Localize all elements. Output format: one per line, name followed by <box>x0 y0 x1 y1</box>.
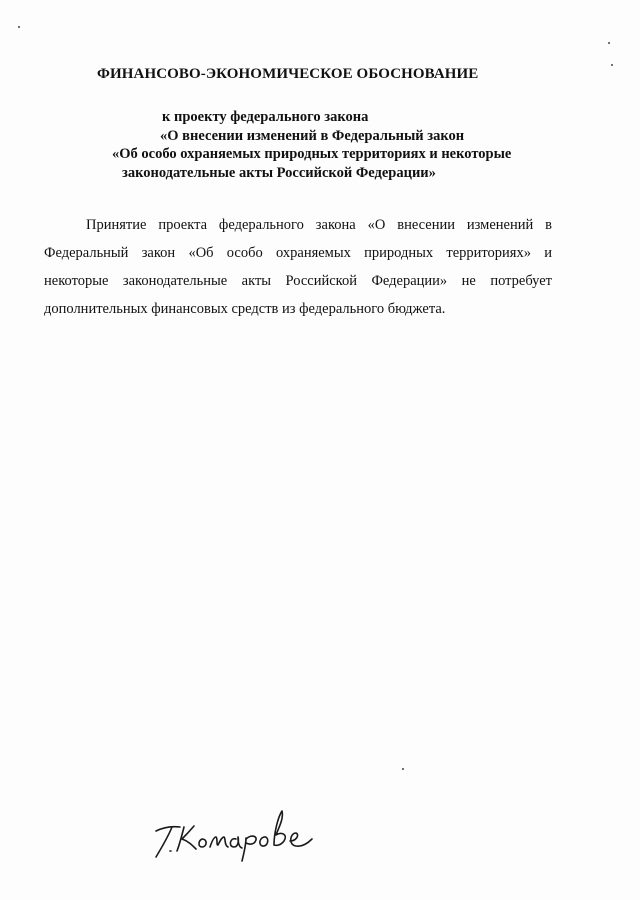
scan-speck <box>18 26 20 28</box>
scan-speck <box>608 42 610 44</box>
subtitle-line: «Об особо охраняемых природных территориях и некоторые <box>112 146 512 162</box>
scan-speck <box>402 768 404 770</box>
document-subtitle <box>100 108 570 182</box>
document-title: ФИНАНСОВО-ЭКОНОМИЧЕСКОЕ ОБОСНОВАНИЕ <box>97 66 479 82</box>
subtitle-line: к проекту федерального закона <box>162 109 369 125</box>
subtitle-line: «О внесении изменений в Федеральный закон <box>160 127 465 144</box>
scan-speck <box>611 64 613 66</box>
subtitle-line: законодательные акты Российской Федерации» <box>122 164 436 181</box>
body-paragraph: Принятие проекта федерального закона «О внесении изменений в Федеральный закон «Об особо охраняемых природных территориях» и некоторые законодательные акты Российской Федерации» не потребует дополнительных финансовых средств из федерального бюджета. <box>44 217 552 317</box>
handwritten-signature <box>150 793 330 863</box>
